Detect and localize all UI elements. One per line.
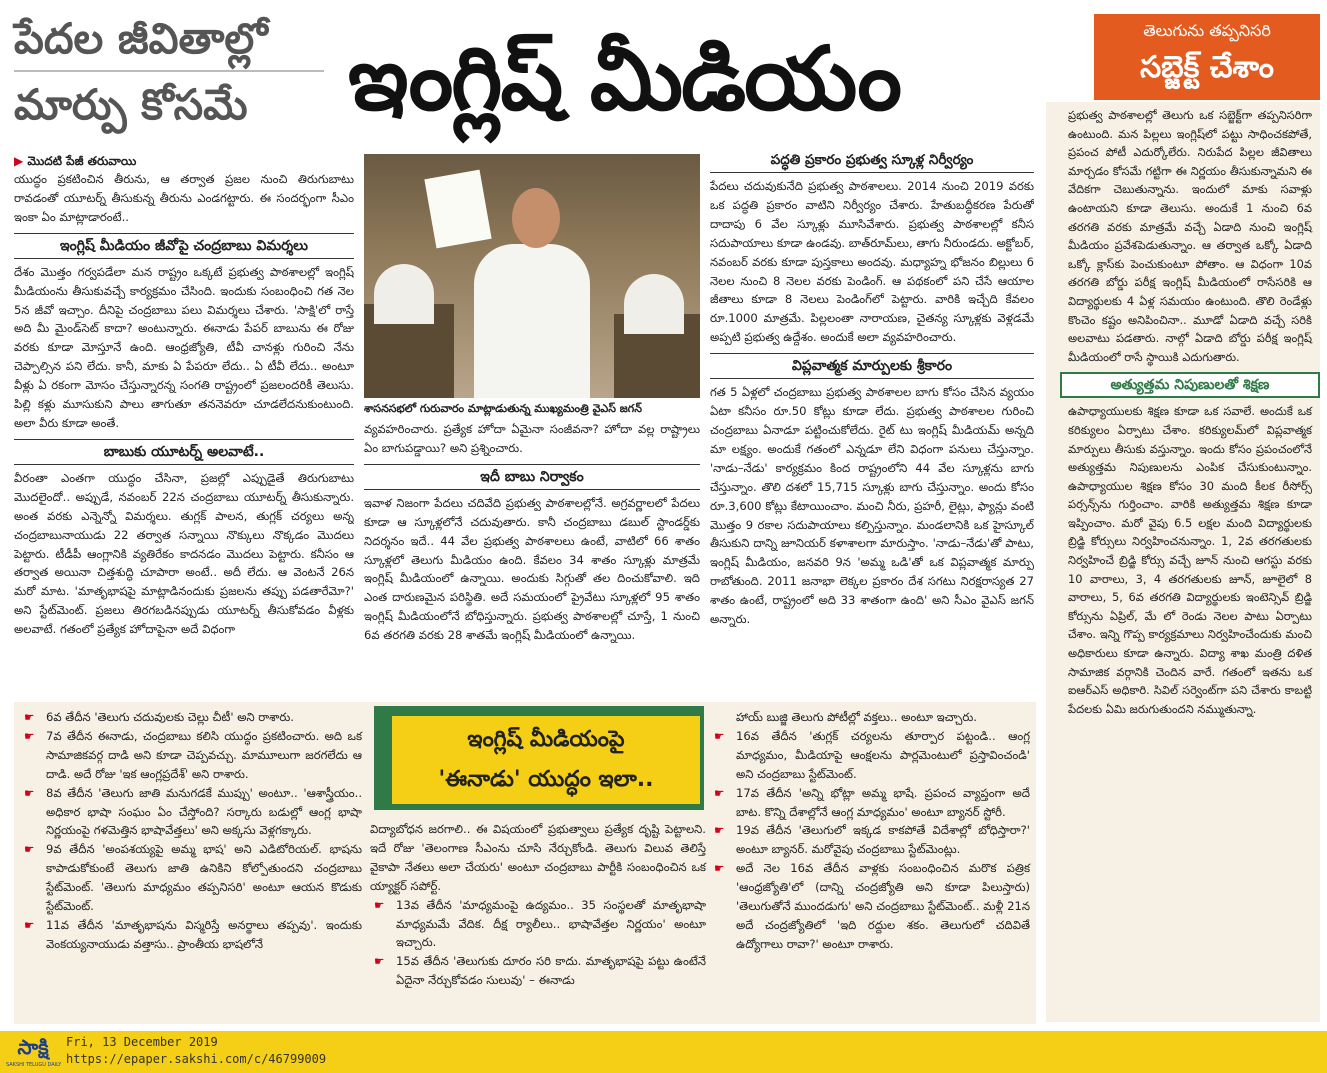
col4-para-1: ప్రభుత్వ పాఠశాలల్లో తెలుగు ఒక సబ్జెక్ట్‌గా తప్పనిసరిగా ఉంటుంది. మన పిల్లలు ఇంగ్లిష్‌లో పట్టు సాధించకపోతే, ప్రపంచ పోటీ ఎదుర్కోలేరు. నిరుపేద పిల్లల జీవితాలు మార్చడం కోసమే గట్టిగా ఈ నిర్ణయం తీసుకున్నామని ఈ వేదికగా చెబుతున్నాను. ఇందులో మాకు సవాళ్లు ఉంటాయని కూడా తెలుసు. అందుకే 1 నుంచి 6వ తరగతి వరకు మాత్రమే వచ్చే ఏడాది నుంచి ఇంగ్లిష్ మీడియం ప్రవేశపెడుతున్నాం. ఆ తర్వాత ఒక్కో ఏడాది ఒక్కో క్లాస్‌కు పెంచుకుంటూ పోతాం. ఆ విధంగా 10వ తరగతి బోర్డు పరీక్ష ఇంగ్లిష్ మీడియంలో రాసేసరికి ఆ విద్యార్థులకు 4 ఏళ్ల సమయం ఉంటుంది. తొలి రెండేళ్లు కొంచెం కష్టం అనిపించినా.. మూడో ఏడాది వచ్చే సరికి అలవాటు పడతారు. నాల్గో ఏడాది బోర్డు పరీక్ష ఇంగ్లిష్ మీడియంలో రాసే స్థాయికి ఎదుగుతారు.	[1068, 108, 1312, 364]
col4-para-2: ఉపాధ్యాయులకు శిక్షణ కూడా ఒక సవాలే. అందుకే ఒక కరిక్యులం ఏర్పాటు చేశాం. కరిక్యులమ్‌లో విప్లవాత్మక మార్పులు తీసుకు వస్తున్నాం. ఇందు కోసం ప్రపంచంలోనే అత్యుత్తమ నిపుణులను ఎంపిక చేసుకుంటున్నాం. ఉపాధ్యాయుల శిక్షణ కోసం 30 మంది కీలక రీసోర్స్ పర్సన్స్‌ను గుర్తించాం. వారికి అత్యుత్తమ శిక్షణ కూడా ఇప్పించాం. మరో వైపు 6.5 లక్షల మంది విద్యార్థులకు బ్రిడ్జి కోర్సులు నిర్వహించనున్నాం. 1, 2వ తరగతులకు నిర్వహించే బ్రిడ్జి కోర్సు వచ్చే జూన్ నుంచి ఆగస్టు వరకు 10 వారాలు, 3, 4 తరగతులకు జూన్, జూలైలో 8 వారాలు, 5, 6వ తరగతి విద్యార్థులకు ఇంటెన్సివ్ బ్రిడ్జి కోర్సును ఏప్రిల్, మే లో రెండు నెలల పాటు ఏర్పాటు చేశాం. ఇన్ని గొప్ప కార్యక్రమాలు నిర్వహించేందుకు మంచి అధికారులు కూడా ఉన్నారు. విద్యా శాఖ మంత్రి దళిత సామాజిక వర్గానికి చెందిన వారే. గతంలో ఇతను ఒక ఐఆర్‌ఎస్ అధికారి. సివిల్ సర్వెంట్‌గా పని చేశారు కాబట్టి పేదలకు ఏమి జరుగుతుందని నమ్ముతున్నా.	[1068, 404, 1312, 716]
right-box-line2: సబ్జెక్ట్ చేశాం	[1140, 50, 1274, 85]
timeline-item-text: 11వ తేదీన 'మాతృభాషను విస్మరిస్తే అనర్థాలు తప్పవు'. ఇందుకు వెంకయ్యనాయుడు వత్తాసు.. ప్రాంతీయ భాషలోనే	[46, 917, 362, 951]
timeline-item-text: 17వ తేదీన 'అన్ని భోట్లా అమ్మ భాషే. ప్రపంచ వ్యాప్తంగా అదే బాట. కొన్ని దేశాల్లోనే ఆంగ్ల మాధ్యమం' అంటూ బ్యానర్ స్టోరీ.	[736, 785, 1030, 819]
continued-label: మొదటి పేజీ తరువాయి	[27, 154, 137, 168]
timeline-item	[370, 820, 706, 896]
col2-para: ఇవాళ నిజంగా పేదలు చదివేది ప్రభుత్వ పాఠశాలల్లోనే. అగ్రవర్ణాలలో పేదలు కూడా ఆ స్కూళ్లలోనే చదువుతారు. కానీ చంద్రబాబు డబుల్ స్టాండర్డ్‌కు నిదర్శనం ఇదే.. 44 వేల ప్రభుత్వ పాఠశాలలు ఉంటే, వాటిలో 66 శాతం స్కూళ్లలో తెలుగు మీడియం ఉంది. కేవలం 34 శాతం స్కూళ్లు మాత్రమే ఇంగ్లిష్ మీడియంలో ఉన్నాయి. అందుకు సిగ్గుతో తల దించుకోవాలి. ఇది ఎంత దారుణమైన పరిస్థితి. అదే సమయంలో ప్రైవేటు స్కూళ్లలో 95 శాతం ఇంగ్లిష్ మీడియంలోనే బోధిస్తున్నారు. ప్రభుత్వ పాఠశాలల్లో చూస్తే, 1 నుంచి 6వ తరగతి వరకు 28 శాతమే ఇంగ్లిష్ మీడియంలో ఉన్నాయి.	[364, 495, 700, 643]
timeline-item-text: 6వ తేదీన 'తెలుగు చదువులకు చెల్లు చీటీ' అని రాశారు.	[46, 710, 294, 724]
column-2	[364, 420, 700, 692]
timeline-item	[710, 821, 1030, 859]
pointing-hand-icon: ☛	[374, 954, 385, 969]
timeline-item-text: అదే నెల 16వ తేదీన వాళ్లకు సంబంధించిన మరొక పత్రిక 'ఆంధ్రజ్యోతి'లో (దాన్ని చంద్రజ్యోతి అని కూడా పిలుస్తారు) 'తెలుగుతోనే ముందడుగు' అని చంద్రబాబు స్టేట్‌మెంట్.. మళ్లీ 21న అదే చంద్రజ్యోతిలో 'ఇది రద్దుల శకం. తెలుగులో చదివితే ఉద్యోగాలు రావా?' అంటూ రాశారు.	[736, 861, 1030, 951]
edition-date: Fri, 13 December 2019	[66, 1035, 218, 1049]
headline-divider	[14, 70, 324, 72]
timeline-item-text: 16వ తేదీన 'తుగ్లక్ చర్యలను తూర్పార పట్టండి.. ఆంగ్ల మాధ్యమం, మీడియాపై ఆంక్షలను పార్లమెంటులో ప్రస్తావించండి' అని చంద్రబాబు స్టేట్‌మెంట్.	[736, 728, 1030, 781]
col1-intro: యుద్ధం ప్రకటించిన తీరును, ఆ తర్వాత ప్రజల నుంచి తిరుగుబాటు రావడంతో యూటర్న్ తీసుకున్న తీరును ఎండగట్టారు. ఈ సందర్భంగా సీఎం ఇంకా ఏం మాట్లాడారంటే..	[14, 172, 354, 224]
timeline-panel	[14, 702, 1036, 1024]
col1-subheading-2: బాబుకు యూటర్న్ అలవాటే..	[103, 443, 265, 460]
left-headline	[14, 10, 332, 138]
timeline-middle-list	[370, 820, 706, 990]
footer-bar	[0, 1031, 1327, 1073]
photo-bystander-2	[624, 274, 684, 334]
pointing-hand-icon: ☛	[714, 728, 725, 743]
divider	[364, 464, 700, 465]
timeline-item	[20, 916, 362, 954]
timeline-item-text: విద్యాబోధన జరగాలి.. ఈ విషయంలో ప్రభుత్వాలు ప్రత్యేక దృష్టి పెట్టాలని. ఇదే రోజు 'తెలంగాణ సీఎంను చూసి నేర్చుకోండి. తెలుగు విలువ తెలిస్తే వైకాపా నేతలు అలా చేయరు' అంటూ చంద్రబాబు పార్టీకి సంబంధించిన ఒక య్యాక్టర్ సపోర్ట్.	[370, 822, 706, 893]
timeline-item-text: 19వ తేదీన 'తెలుగులో ఇక్కడ కాకపోతే విదేశాల్లో బోధిస్తారా?' అంటూ బ్యానర్. మరోవైపు చంద్రబాబు స్టేట్‌మెంట్లు.	[736, 823, 1030, 857]
col3-subheading-2: విప్లవాత్మక మార్పులకు శ్రీకారం	[791, 358, 953, 375]
timeline-item-text: 13వ తేదీన 'మాధ్యమంపై ఉద్యమం.. 35 సంస్థలతో మాతృభాషా మాధ్యమమే వేదిక. దీక్ష ర్యాలీలు.. భాషావేత్తల నిర్ణయం' అంటూ ఇచ్చారు.	[396, 897, 706, 950]
pointing-hand-icon: ☛	[24, 917, 35, 932]
col2-subheading: ఇదీ బాబు నిర్వాకం	[480, 468, 584, 485]
col3-para-2: గత 5 ఏళ్లలో చంద్రబాబు ప్రభుత్వ పాఠశాలల బాగు కోసం చేసిన వ్యయం ఏటా కనీసం రూ.50 కోట్లు కూడా లేదు. ప్రభుత్వ పాఠశాలల గురించి చంద్రబాబు ఏనాడూ పట్టించుకోలేదు. రైట్ టు ఇంగ్లిష్ మీడియమ్ అన్నది మా లక్ష్యం. అందుకే గతంలో ఎన్నడూ లేని విధంగా పనులు చేస్తున్నాం. 'నాడు–నేడు' కార్యక్రమం కింద రాష్ట్రంలోని 44 వేల స్కూళ్లను బాగు చేస్తున్నాం. తొలి దశలో 15,715 స్కూళ్లు బాగు చేస్తున్నాం. అందు కోసం రూ.3,600 కోట్లు కేటాయించాం. మంచి నీరు, ప్రహరీ, లైట్లు, ఫ్యాన్లు వంటి మొత్తం 9 రకాల సదుపాయాలు కల్పిస్తున్నాం. మండలానికి ఒక హైస్కూల్ తీసుకుని దాన్ని జూనియర్ కళాశాలగా మారుస్తాం. 'నాడు–నేడు'తో పాటు, ఇంగ్లిష్ మీడియం, జనవరి 9న 'అమ్మ ఒడి'తో ఒక విప్లవాత్మక మార్పు రాబోతుంది. 2011 జనాభా లెక్కల ప్రకారం దేశ సగటు నిరక్షరాస్యత 27 శాతం ఉంటే, రాష్ట్రంలో అది 33 శాతంగా ఉంది' అని సీఎం వైఎస్ జగన్ అన్నారు.	[710, 385, 1034, 627]
col4-subheading: అత్యుత్తమ నిపుణులతో శిక్షణ	[1110, 377, 1270, 394]
pointing-hand-icon: ☛	[24, 785, 35, 800]
timeline-title-line2: 'ఈనాడు' యుద్ధం ఇలా..	[438, 767, 654, 792]
timeline-item	[710, 859, 1030, 954]
timeline-item-text: హాయ్ బుజ్జి తెలుగు పోటీల్లో వక్తలు.. అంటూ ఇచ్చారు.	[736, 710, 977, 724]
divider	[14, 439, 354, 440]
column-3	[710, 150, 1034, 692]
timeline-item	[370, 896, 706, 953]
column-4	[1046, 102, 1320, 1022]
divider	[710, 172, 1034, 173]
timeline-item	[710, 727, 1030, 784]
timeline-item-text: 9వ తేదీన 'అంపశయ్యపై అమ్మ భాష' అని ఎడిటోరియల్. భాషను కాపాడుకోకుంటే తెలుగు జాతి ఉనికిని కోల్పోతుందని చంద్రబాబు స్టేట్‌మెంట్. 'తెలుగు మాధ్యమం తప్పనిసరి' అంటూ ఆయన కొడుకు స్టేట్‌మెంట్.	[46, 842, 362, 914]
right-highlight-box	[1046, 14, 1320, 100]
column-1	[14, 152, 354, 692]
logo-text: సాక్షి	[17, 1035, 49, 1059]
photo	[364, 154, 700, 398]
timeline-left-list	[20, 708, 362, 954]
photo-person-body	[474, 244, 590, 398]
epaper-link[interactable]: https://epaper.sakshi.com/c/46799009	[66, 1052, 327, 1066]
pointing-hand-icon: ☛	[714, 823, 725, 838]
timeline-title-line1: ఇంగ్లిష్ మీడియంపై	[467, 727, 625, 752]
logo-subtext: SAKSHI TELUGU DAILY	[6, 1062, 62, 1068]
col4-subheading-bar	[1060, 372, 1320, 398]
timeline-item-text: 7వ తేదీన ఈనాడు, చంద్రబాబు కలిసి యుద్ధం ప్రకటించారు. అది ఒక సామాజికవర్గ దాడి అని కూడా చెప్పవచ్చు. మామూలుగా జరగలేదు ఆ దాడి. అదే రోజు 'ఇక ఆంగ్లప్రదేశ్' అని రాశారు.	[46, 728, 362, 781]
pointing-hand-icon: ☛	[24, 710, 35, 724]
divider	[14, 258, 354, 259]
photo-bystander-1	[374, 264, 434, 324]
col1-para-2: వీరంతా ఎంతగా యుద్ధం చేసినా, ప్రజల్లో ఎప్పుడైతే తిరుగుబాటు మొదలైందో.. అప్పుడే, నవంబర్ 22న చంద్రబాబు యూటర్న్ తీసుకున్నారు. అంత వరకు ఎన్నెన్నో విమర్శలు. తుగ్లక్ పాలన, తుగ్లక్ చర్యలు అన్న చంద్రబాబునాయుడు 22 తర్వాత సన్నాయి నొక్కులు నొక్కడం మొదలు పెట్టారు. టీడీపీ ఆంగ్లానికి వ్యతిరేకం కాదనడం మొదలు పెట్టారు. కనీసం ఆ తర్వాత అయినా చిత్తశుద్ధి చూపారా అంటే.. అదీ లేదు. ఆ వెంటనే 26న మరో మాట. 'మాతృభాషపై మాట్లాడినందుకు ప్రజలను తప్పు పడతారేమో?' అని స్టేట్‌మెంట్. ప్రజలు తిరగబడినప్పుడు యూటర్న్ తీసుకోవడం వీళ్లకు అలవాటే. గతంలో ప్రత్యేక హోదాపైనా అదే విధంగా	[14, 470, 354, 637]
divider	[14, 464, 354, 465]
timeline-item-text: 8వ తేదీన 'తెలుగు జాతి మనుగడకే ముప్పు' అంటూ.. 'ఆశాస్త్రీయం.. అధికార భాషా సంఘం ఏం చేస్తోంది? సర్కారు బడుల్లో ఆంగ్ల భాషా నిర్ణయంపై గళమెత్తిన భాషావేత్తలు' అని అక్కసు వెళ్లగక్కారు.	[46, 785, 362, 838]
col1-para-1: దేశం మొత్తం గర్వపడేలా మన రాష్ట్రం ఒక్కటే ప్రభుత్వ పాఠశాలల్లో ఇంగ్లిష్ మీడియంను తీసుకువచ్చే కార్యక్రమం చేసింది. ఇందుకు సంబంధించి గత నెల 5న జీవో ఇచ్చాం. దీనిపై చంద్రబాబు పలు విమర్శలు చేశారు. 'సాక్షి'లో రాస్తే అది మీ మైండ్‌సెట్ కాదా? అంటున్నారు. ఈనాడు పేపర్ బాబును ఈ రోజు వరకు కూడా మోస్తూనే ఉంది. ఆంధ్రజ్యోతి, టీవీ చానళ్లు గురించి నేను చెప్పాల్సిన పని లేదు. కానీ, మాకు ఏ పేపరూ లేదు.. ఏ టీవీ లేదు.. అంటూ వీళ్లు ఏ రకంగా మోసం చేస్తున్నారన్న సంగతి రాష్ట్రంలో ప్రజలందరికీ తెలుసు. పిల్లి కళ్లు మూసుకుని పాలు తాగుతూ తననెవరూ చూడలేదనుకుంటుంది. అలా వీరు కూడా అంతే.	[14, 264, 354, 430]
divider	[14, 233, 354, 234]
col1-subheading-1: ఇంగ్లిష్ మీడియం జీవోపై చంద్రబాబు విమర్శలు	[60, 237, 308, 254]
timeline-right-list	[710, 708, 1030, 954]
timeline-item	[710, 784, 1030, 822]
divider	[710, 378, 1034, 379]
timeline-item	[20, 727, 362, 784]
timeline-item	[20, 784, 362, 841]
timeline-item-text: 15వ తేదీన 'తెలుగుకు దూరం సరి కాదు. మాతృభాషపై పట్టు ఉంటేనే ఏదైనా నేర్చుకోవడం సులువు' – ఈనాడు	[396, 954, 706, 988]
pointing-hand-icon: ☛	[24, 842, 35, 857]
timeline-item	[20, 708, 362, 727]
col2-after-caption: వ్యవహరించారు. ప్రత్యేక హోదా ఏమైనా సంజీవనా? హోదా వల్ల రాష్ట్రాలు ఏం బాగుపడ్డాయి? అని ప్రశ్నించారు.	[364, 422, 700, 455]
timeline-item	[710, 708, 1030, 727]
play-arrow-icon: ▶	[14, 154, 24, 168]
left-headline-line1: పేదల జీవితాల్లో	[14, 14, 268, 63]
timeline-title-inner	[392, 716, 700, 804]
photo-person-head	[512, 188, 560, 248]
timeline-item	[370, 952, 706, 990]
divider	[364, 489, 700, 490]
pointing-hand-icon: ☛	[714, 785, 725, 800]
timeline-item	[20, 840, 362, 916]
col3-subheading-1: పద్ధతి ప్రకారం ప్రభుత్వ స్కూళ్ల నిర్వీర్యం	[770, 152, 974, 168]
pointing-hand-icon: ☛	[24, 728, 35, 743]
left-headline-line2: మార్పు కోసమే	[14, 80, 248, 129]
col3-para-1: పేదలు చదువుకునేది ప్రభుత్వ పాఠశాలలు. 2014 నుంచి 2019 వరకు ఒక పద్ధతి ప్రకారం వాటిని నిర్వీర్యం చేశారు. హేతుబద్ధీకరణ పేరుతో దాదాపు 6 వేల స్కూళ్లు మూసివేశారు. ప్రభుత్వ పాఠశాలల్లో కనీస సదుపాయాలు కూడా ఉండవు. బాత్‌రూమ్‌లు, తాగు నీరుండదు. అక్టోబర్, నవంబర్ వరకు కూడా పుస్తకాలు అందవు. మధ్యాహ్న భోజనం బిల్లులు 6 నెలల నుంచి 8 నెలల వరకు పెండింగ్. ఆ పథకంలో పని చేసే ఆయాల జీతాలు కూడా 8 నెలలు పెండింగ్‌లో పెట్టారు. వారికి ఇచ్చేది కేవలం రూ.1000 మాత్రమే. పిల్లలంతా నారాయణ, చైతన్య స్కూళ్లకు వెళ్లడమే అప్పటి ప్రభుత్వ ఉద్దేశం. అందుకే అలా వ్యవహరించారు.	[710, 179, 1034, 345]
sakshi-logo[interactable]	[6, 1033, 60, 1071]
main-headline: ఇంగ్లిష్ మీడియం	[348, 27, 900, 130]
pointing-hand-icon: ☛	[374, 897, 385, 912]
divider	[710, 353, 1034, 354]
continued-label-row	[14, 152, 354, 170]
right-box-line1: తెలుగును తప్పనిసరి	[1143, 21, 1271, 40]
photo-paper	[424, 170, 491, 249]
pointing-hand-icon: ☛	[714, 861, 725, 876]
photo-caption: శాసనసభలో గురువారం మాట్లాడుతున్న ముఖ్యమంత్రి వైఎస్ జగన్	[364, 402, 642, 415]
